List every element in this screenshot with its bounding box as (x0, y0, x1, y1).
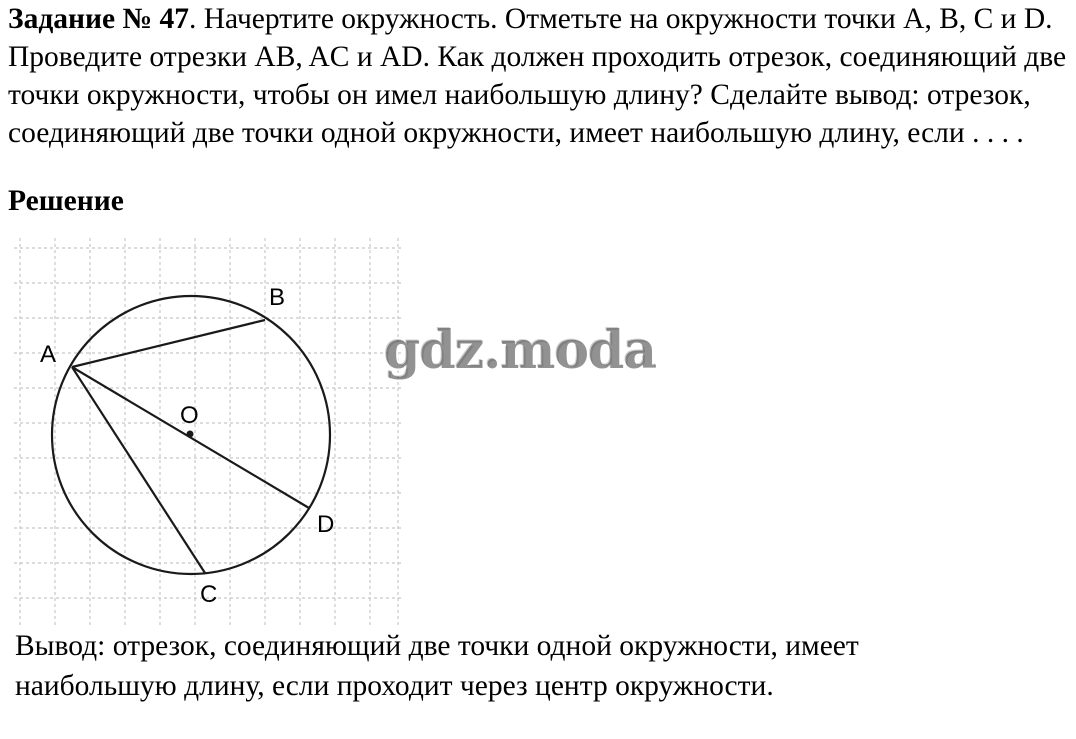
geometry-figure (14, 238, 404, 628)
task-title: Задание № 47 (8, 3, 189, 35)
center-point (187, 431, 194, 438)
point-label-a: A (40, 341, 57, 368)
segment-ab (72, 320, 265, 367)
point-label-o: O (180, 402, 199, 429)
task-statement (8, 0, 1070, 152)
solution-heading: Решение (8, 185, 124, 217)
segment-ac (72, 367, 205, 573)
conclusion-line-1: Вывод: отрезок, соединяющий две точки одной окружности, имеет (15, 630, 859, 662)
task-text: . Начертите окружность. Отметьте на окружности точки A, B, C и D. Проведите отрезки AB, AC и AD. Как должен проходить отрезок, соединяющий две точки окружности, чтобы он имел наибольшую длину? Сделайте вывод: отрезок, соединяющий две точки одной окружности, имеет наибольшую длину, если . . . . (8, 3, 1067, 149)
point-label-b: B (269, 284, 286, 311)
conclusion-line-2: наибольшую длину, если проходит через центр окружности. (15, 670, 774, 702)
point-label-d: D (317, 511, 335, 538)
point-label-c: C (200, 581, 218, 608)
conclusion (15, 626, 1015, 706)
watermark: gdz.moda (384, 320, 657, 381)
